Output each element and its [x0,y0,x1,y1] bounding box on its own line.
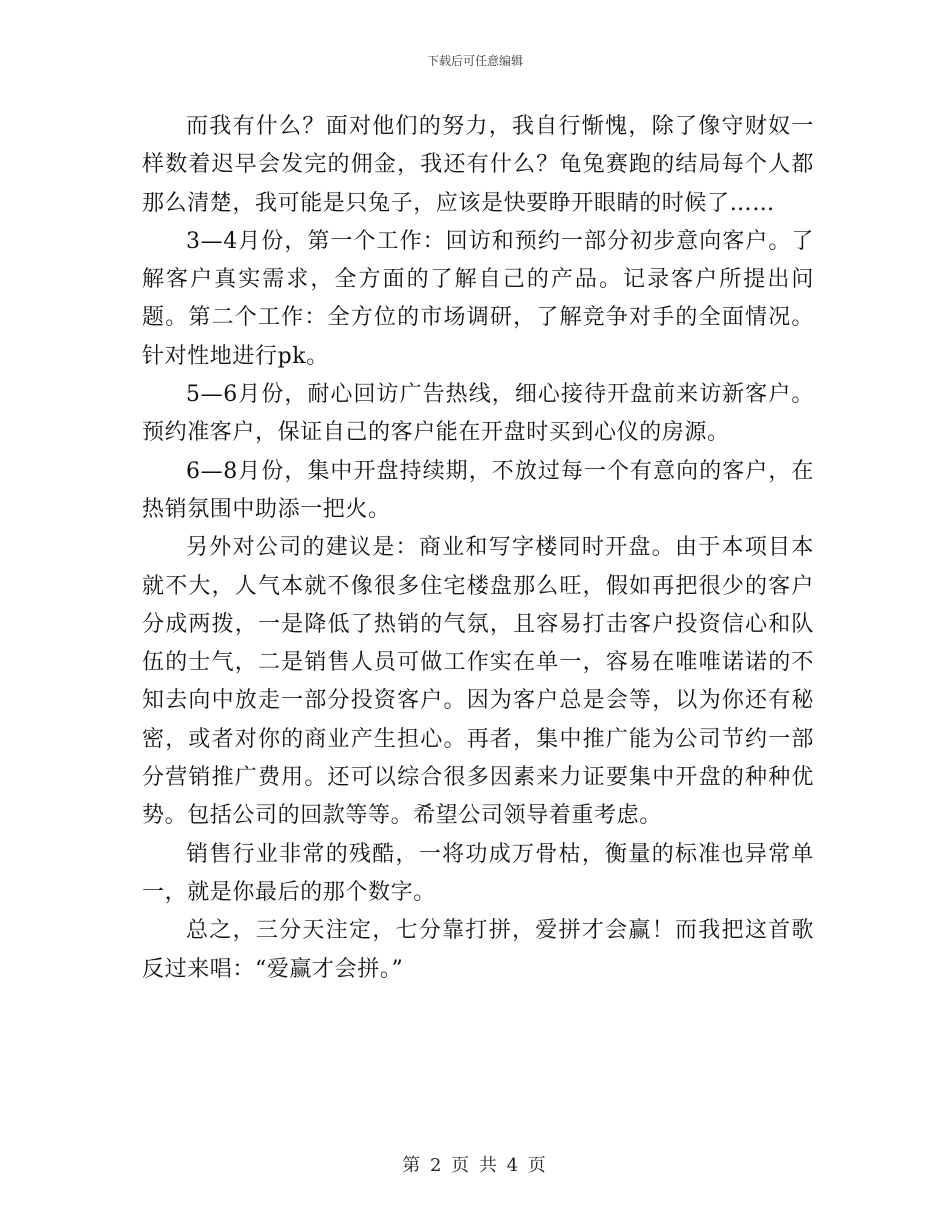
paragraph-3: 5—6月份，耐心回访广告热线，细心接待开盘前来访新客户。预约准客户，保证自己的客户能在开盘时买到心仪的房源。 [142,382,814,446]
page-number-footer: 第 2 页 共 4 页 [402,1155,548,1176]
paragraph-4: 6—8月份，集中开盘持续期，不放过每一个有意向的客户，在热销氛围中助添一把火。 [142,458,814,522]
paragraph-5: 另外对公司的建议是：商业和写字楼同时开盘。由于本项目本就不大，人气本就不像很多住宅楼盘那么旺，假如再把很少的客户分成两拨，一是降低了热销的气氛，且容易打击客户投资信心和队伍的士气，二是销售人员可做工作实在单一，容易在唯唯诺诺的不知去向中放走一部分投资客户。因为客户总是会等，以为你还有秘密，或者对你的商业产生担心。再者，集中推广能为公司节约一部分营销推广费用。还可以综合很多因素来力证要集中开盘的种种优势。包括公司的回款等等。希望公司领导着重考虑。 [142,535,814,829]
page-header: 下载后可任意编辑 [426,54,523,68]
paragraph-7: 总之，三分天注定，七分靠打拼，爱拼才会赢！而我把这首歌反过来唱：“爱赢才会拼。” [142,918,814,982]
paragraph-6: 销售行业非常的残酷，一将功成万骨枯，衡量的标准也异常单一，就是你最后的那个数字。 [142,841,814,905]
document-body [142,108,814,989]
paragraph-2: 3—4月份，第一个工作：回访和预约一部分初步意向客户。了解客户真实需求，全方面的了解自己的产品。记录客户所提出问题。第二个工作：全方位的市场调研，了解竞争对手的全面情况。针对性地进行pk。 [142,228,814,369]
paragraph-1: 而我有什么？面对他们的努力，我自行惭愧，除了像守财奴一样数着迟早会发完的佣金，我还有什么？龟兔赛跑的结局每个人都那么清楚，我可能是只兔子，应该是快要睁开眼睛的时候了…… [142,114,814,216]
